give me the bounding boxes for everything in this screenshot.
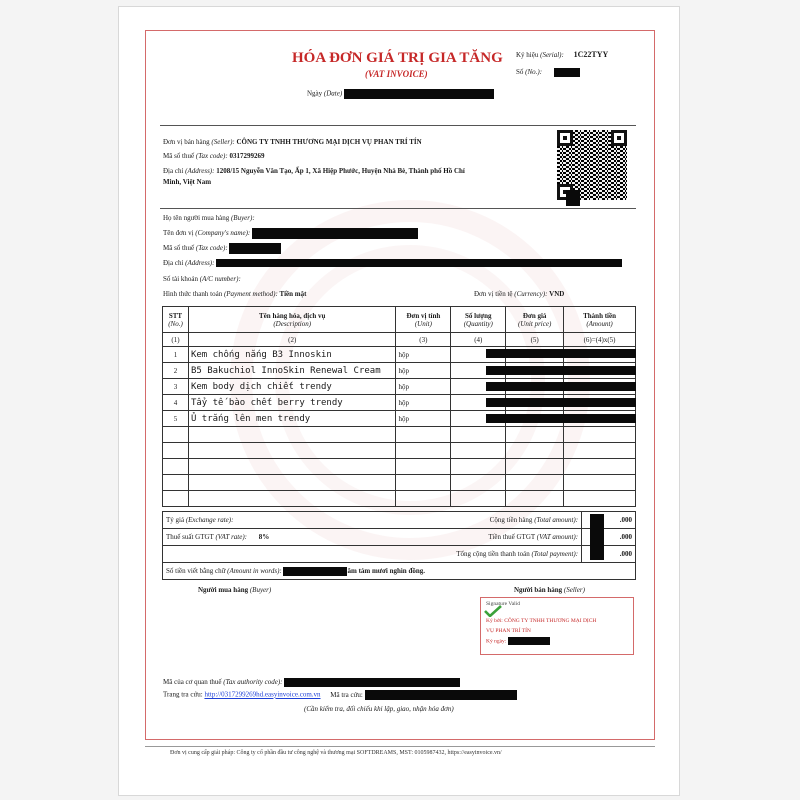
row-no: 4	[163, 395, 189, 411]
totals-row-words	[163, 563, 636, 580]
signed-date-redaction	[508, 637, 550, 645]
seller-tax-label-en: (Tax code):	[195, 152, 228, 160]
row-redaction	[486, 414, 636, 423]
signed-date-label: Ký ngày:	[486, 638, 507, 645]
buyer-tax-label: Mã số thuế	[163, 244, 195, 253]
buyer-sign-label: Người mua hàng	[198, 586, 249, 594]
totals-row-payment	[163, 546, 636, 563]
row-unit: hộp	[396, 411, 451, 427]
payment-total-value: .000	[619, 550, 632, 558]
seller-address-label: Địa chỉ	[163, 167, 184, 175]
row-unit: hộp	[396, 347, 451, 363]
authority-label-en: (Tax authority code):	[223, 678, 283, 687]
lookup-row	[163, 690, 517, 700]
lookup-link[interactable]: http://0317299269hd.easyinvoice.com.vn	[204, 690, 321, 699]
currency-value: VND	[549, 290, 565, 298]
col-num: (4)	[451, 333, 506, 347]
exchange-label: Tỷ giá	[166, 516, 185, 524]
subtotal-label-en: (Total amount):	[534, 516, 579, 524]
signed-by-line1	[486, 618, 596, 624]
authority-label: Mã của cơ quan thuế	[163, 678, 222, 687]
signed-by-prefix: Ký bởi:	[486, 618, 503, 624]
lookup-label: Trang tra cứu:	[163, 690, 203, 699]
row-redaction	[486, 349, 636, 358]
divider-footer	[145, 746, 655, 747]
row-no: 3	[163, 379, 189, 395]
buyer-company-label: Tên đơn vị	[163, 229, 194, 238]
seller-label: Đơn vị bán hàng	[163, 138, 210, 146]
payment-value: Tiền mặt	[279, 290, 307, 298]
header-description: Tên hàng hóa, dịch vụ (Description)	[188, 307, 395, 333]
buyer-company-row	[163, 228, 418, 239]
payment-label-en: (Payment method):	[223, 290, 278, 298]
buyer-account-row	[163, 275, 241, 283]
subtotal-label: Cộng tiền hàng	[489, 516, 533, 524]
buyer-company-label-en: (Company's name):	[195, 229, 251, 238]
table-row-empty	[163, 475, 636, 491]
seller-address-row	[163, 167, 465, 175]
row-description: Ủ trắng lên men trendy	[188, 411, 395, 427]
header-unit: Đơn vị tính (Unit)	[396, 307, 451, 333]
number-row	[516, 68, 580, 77]
totals-redaction	[590, 514, 604, 560]
row-no: 5	[163, 411, 189, 427]
vat-cell	[163, 529, 582, 546]
lookup-code-label: Mã tra cứu:	[330, 690, 363, 699]
row-unit: hộp	[396, 379, 451, 395]
row-description: B5 Bakuchiol InnoSkin Renewal Cream	[188, 363, 395, 379]
table-header-row	[163, 307, 636, 333]
words-value: ăm tám mươi nghìn đồng.	[347, 566, 425, 575]
invoice-title: HÓA ĐƠN GIÁ TRỊ GIA TĂNG	[292, 50, 503, 66]
row-description: Tẩy tế bào chết berry trendy	[188, 395, 395, 411]
signed-by-name1: CÔNG TY TNHH THƯƠNG MẠI DỊCH	[504, 618, 597, 624]
provider-text: Đơn vị cung cấp giải pháp: Công ty cổ phần đầu tư công nghệ và thương mại SOFTDREAMS, MST: 0105987432, https://easyinvoice.vn/	[170, 750, 502, 756]
number-label-en: (No.):	[525, 68, 543, 77]
buyer-tax-label-en: (Tax code):	[195, 244, 228, 253]
qr-finder-tl	[557, 130, 573, 146]
row-description: Kem body dịch chiết trendy	[188, 379, 395, 395]
words-label-en: (Amount in words):	[227, 566, 282, 575]
tax-authority-row	[163, 678, 460, 687]
buyer-name-row	[163, 214, 255, 222]
vat-rate-label-en: (VAT rate):	[215, 533, 248, 541]
header-quantity: Số lượng (Quantity)	[451, 307, 506, 333]
row-no: 2	[163, 363, 189, 379]
payment-total-label: Tổng cộng tiền thanh toán	[456, 550, 530, 558]
buyer-address-row	[163, 259, 622, 267]
vat-amount-value: .000	[619, 533, 632, 541]
qr-redaction	[566, 190, 580, 206]
seller-name: CÔNG TY TNHH THƯƠNG MẠI DỊCH VỤ PHAN TRÍ TÍN	[236, 138, 422, 146]
buyer-name-label-en: (Buyer):	[230, 214, 255, 222]
date-label: Ngày	[307, 89, 323, 98]
currency-label: Đơn vị tiền tệ	[474, 290, 513, 298]
totals-row-subtotal	[163, 512, 636, 529]
payment-total-label-cell	[163, 546, 582, 563]
vat-rate-value: 8%	[258, 533, 270, 541]
col-num: (5)	[506, 333, 564, 347]
payment-total-label-en: (Total payment):	[531, 550, 579, 558]
totals-row-vat	[163, 529, 636, 546]
header-unit-price: Đơn giá (Unit price)	[506, 307, 564, 333]
words-redaction	[283, 567, 347, 576]
seller-signature-label	[514, 586, 585, 594]
seller-address-line1: 1208/15 Nguyễn Văn Tạo, Ấp 1, Xã Hiệp Phước, Huyện Nhà Bè, Thành phố Hồ Chí	[216, 167, 465, 175]
date-label-en: (Date)	[323, 89, 343, 98]
vat-amount-label: Tiền thuế GTGT	[488, 533, 536, 541]
buyer-sign-label-en: (Buyer)	[249, 586, 272, 594]
seller-sign-label: Người bán hàng	[514, 586, 563, 594]
header-amount: Thành tiền (Amount)	[564, 307, 636, 333]
buyer-account-label-en: (A/C number):	[199, 275, 241, 283]
buyer-company-redaction	[252, 228, 418, 239]
col-num: (3)	[396, 333, 451, 347]
buyer-tax-row	[163, 243, 281, 254]
col-num: (2)	[188, 333, 395, 347]
col-num: (6)=(4)x(5)	[564, 333, 636, 347]
currency-label-en: (Currency):	[514, 290, 548, 298]
row-redaction	[486, 366, 636, 375]
table-row-empty	[163, 459, 636, 475]
row-unit: hộp	[396, 395, 451, 411]
subtotal-value: .000	[619, 516, 632, 524]
table-row-empty	[163, 427, 636, 443]
divider-seller	[160, 208, 636, 209]
buyer-address-label-en: (Address):	[185, 259, 215, 267]
header-no: STT (No.)	[163, 307, 189, 333]
row-no: 1	[163, 347, 189, 363]
seller-address-line2: Minh, Việt Nam	[163, 178, 212, 186]
seller-address-label-en: (Address):	[185, 167, 215, 175]
row-description: Kem chống nắng B3 Innoskin	[188, 347, 395, 363]
row-redaction	[486, 398, 636, 407]
amount-words-cell	[163, 563, 636, 580]
buyer-tax-redaction	[229, 243, 281, 254]
seller-tax-code: 0317299269	[229, 152, 265, 160]
exchange-subtotal-cell	[163, 512, 582, 529]
seller-tax-label: Mã số thuế	[163, 152, 195, 160]
serial-value: 1C22TYY	[573, 50, 609, 59]
seller-row	[163, 138, 422, 146]
number-label: Số	[516, 68, 524, 77]
table-row-empty	[163, 443, 636, 459]
signed-date-row	[486, 637, 550, 645]
lookup-code-redaction	[365, 690, 517, 700]
date-redaction	[344, 89, 494, 99]
totals-table	[162, 511, 636, 580]
column-number-row	[163, 333, 636, 347]
row-redaction	[486, 382, 636, 391]
buyer-signature-label	[198, 586, 271, 594]
seller-sign-label-en: (Seller)	[563, 586, 585, 594]
words-label: Số tiền viết bằng chữ	[166, 566, 226, 575]
seller-label-en: (Seller):	[211, 138, 235, 146]
qr-finder-tr	[611, 130, 627, 146]
payment-label: Hình thức thanh toán	[163, 290, 223, 298]
buyer-address-label: Địa chỉ	[163, 259, 184, 267]
exchange-label-en: (Exchange rate):	[185, 516, 234, 524]
vat-rate-label: Thuế suất GTGT	[166, 533, 214, 541]
table-row-empty	[163, 491, 636, 507]
check-note: (Cần kiểm tra, đối chiếu khi lập, giao, nhận hóa đơn)	[304, 705, 454, 713]
invoice-date-row	[307, 89, 494, 99]
number-redaction	[554, 68, 580, 77]
buyer-account-label: Số tài khoản	[163, 275, 198, 283]
buyer-address-redaction	[216, 259, 622, 267]
seller-tax-row	[163, 152, 264, 160]
signed-by-line2: VỤ PHAN TRÍ TÍN	[486, 628, 531, 634]
payment-row	[163, 290, 306, 298]
buyer-name-label: Họ tên người mua hàng	[163, 214, 230, 222]
serial-row	[516, 50, 608, 59]
currency-row	[474, 290, 564, 298]
signature-valid-text: Signature Valid	[486, 601, 520, 607]
row-unit: hộp	[396, 363, 451, 379]
vat-amount-label-en: (VAT amount):	[536, 533, 579, 541]
authority-redaction	[284, 678, 460, 687]
serial-label: Ký hiệu	[516, 51, 539, 59]
serial-label-en: (Serial):	[540, 51, 564, 59]
divider-top	[160, 125, 636, 126]
invoice-subtitle: (VAT INVOICE)	[365, 69, 428, 79]
col-num: (1)	[163, 333, 189, 347]
